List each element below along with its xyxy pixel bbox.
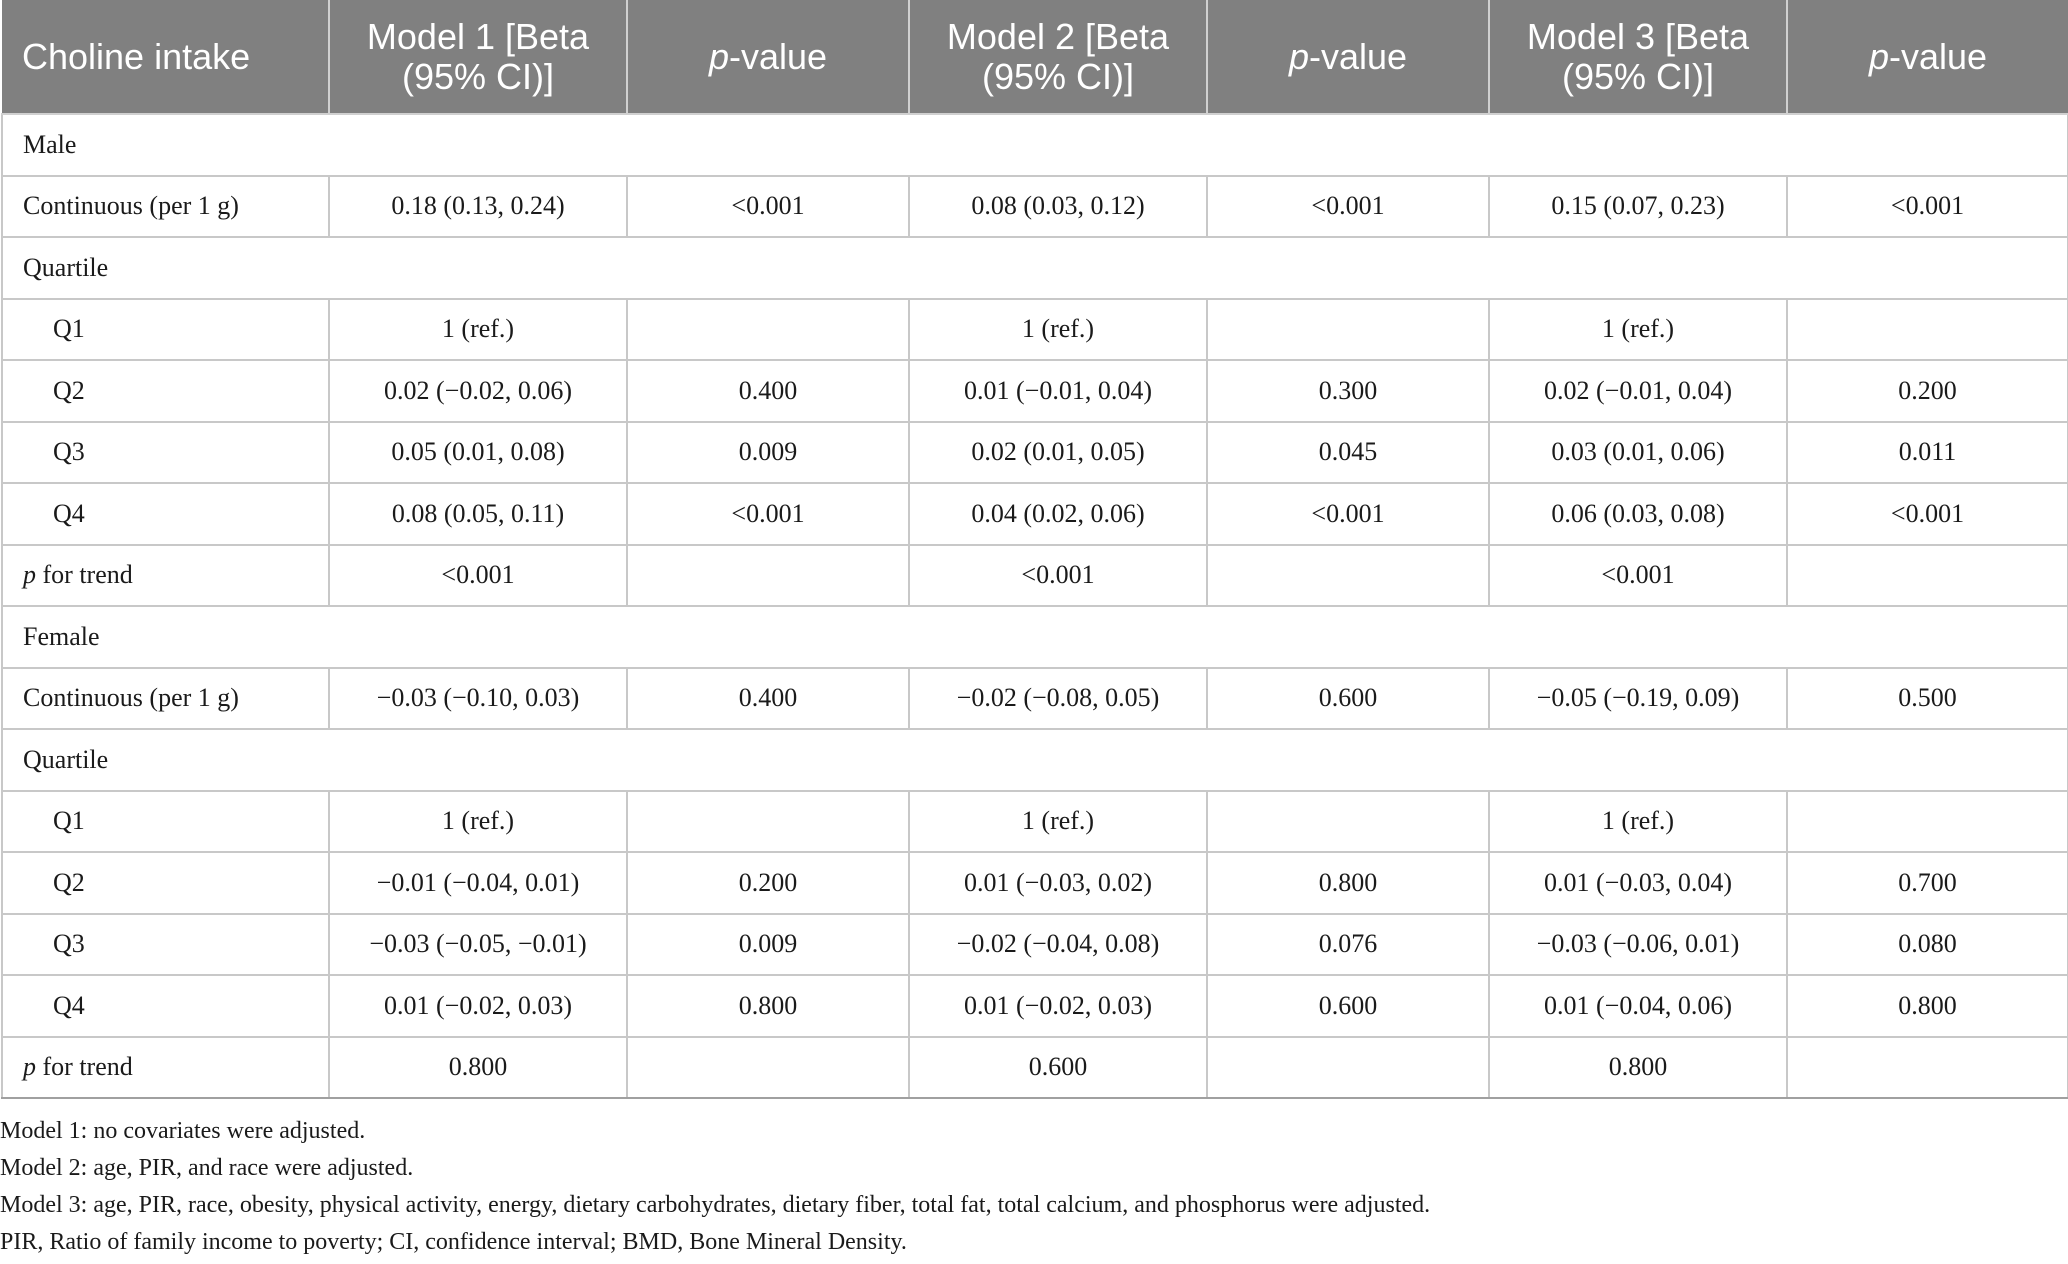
- table-row: [2, 668, 2068, 730]
- model-3-p-value: [1787, 545, 2068, 607]
- model-2-p-value: <0.001: [1207, 176, 1489, 238]
- model-1-beta: 0.18 (0.13, 0.24): [329, 176, 627, 238]
- section-label: Male: [2, 114, 2068, 176]
- model-2-p-value: 0.600: [1207, 975, 1489, 1037]
- trend-suffix: for trend: [36, 560, 133, 590]
- model-3-p-value: [1787, 1037, 2068, 1099]
- table-row: [2, 299, 2068, 361]
- header-p-value-2: [1207, 0, 1489, 114]
- trend-p-letter: p: [23, 1052, 36, 1082]
- footnote-model-1: Model 1: no covariates were adjusted.: [0, 1118, 366, 1144]
- model-3-beta: 0.01 (−0.03, 0.04): [1489, 852, 1787, 914]
- table-header: [2, 0, 2068, 114]
- model-3-beta: −0.03 (−0.06, 0.01): [1489, 914, 1787, 976]
- model-2-beta: −0.02 (−0.04, 0.08): [909, 914, 1207, 976]
- model-1-p-value: 0.400: [627, 668, 909, 730]
- model-3-p-value: 0.800: [1787, 975, 2068, 1037]
- header-p-letter: p: [708, 35, 729, 77]
- model-1-p-value: [627, 299, 909, 361]
- model-1-p-value: 0.009: [627, 422, 909, 484]
- model-3-beta: −0.05 (−0.19, 0.09): [1489, 668, 1787, 730]
- model-1-trend: 0.800: [329, 1037, 627, 1099]
- model-1-beta: −0.03 (−0.05, −0.01): [329, 914, 627, 976]
- model-2-trend: 0.600: [909, 1037, 1207, 1099]
- model-3-beta: 0.01 (−0.04, 0.06): [1489, 975, 1787, 1037]
- model-2-beta: −0.02 (−0.08, 0.05): [909, 668, 1207, 730]
- row-label: Q2: [2, 852, 329, 914]
- model-2-beta: 0.01 (−0.03, 0.02): [909, 852, 1207, 914]
- header-choline-intake: Choline intake: [2, 0, 329, 114]
- header-p-letter: p: [1868, 35, 1889, 77]
- model-1-p-value: 0.400: [627, 360, 909, 422]
- table-row: [2, 914, 2068, 976]
- trend-suffix: for trend: [36, 1052, 133, 1082]
- model-1-p-value: 0.009: [627, 914, 909, 976]
- row-label: [2, 545, 329, 607]
- model-3-p-value: 0.500: [1787, 668, 2068, 730]
- model-3-p-value: 0.700: [1787, 852, 2068, 914]
- table-row: [2, 791, 2068, 853]
- table-row: [2, 545, 2068, 607]
- model-3-beta: 0.03 (0.01, 0.06): [1489, 422, 1787, 484]
- model-3-p-value: 0.011: [1787, 422, 2068, 484]
- trend-p-letter: p: [23, 560, 36, 590]
- model-1-trend: <0.001: [329, 545, 627, 607]
- table-row: [2, 176, 2068, 238]
- model-2-p-value: <0.001: [1207, 483, 1489, 545]
- model-1-p-value: [627, 791, 909, 853]
- results-table: [1, 0, 2068, 1099]
- model-1-beta: 1 (ref.): [329, 791, 627, 853]
- table-body: [2, 114, 2068, 1098]
- quartile-label: Quartile: [2, 729, 2068, 791]
- model-3-p-value: [1787, 791, 2068, 853]
- quartile-row-male: [2, 237, 2068, 299]
- model-3-p-value: <0.001: [1787, 176, 2068, 238]
- model-3-beta: 0.15 (0.07, 0.23): [1489, 176, 1787, 238]
- model-1-p-value: [627, 545, 909, 607]
- header-p-suffix: -value: [1888, 35, 1988, 77]
- row-label: Q4: [2, 483, 329, 545]
- model-1-p-value: [627, 1037, 909, 1099]
- model-1-beta: −0.01 (−0.04, 0.01): [329, 852, 627, 914]
- model-2-p-value: [1207, 299, 1489, 361]
- table-row: [2, 1037, 2068, 1099]
- model-1-p-value: 0.800: [627, 975, 909, 1037]
- model-3-p-value: 0.200: [1787, 360, 2068, 422]
- table-row: [2, 483, 2068, 545]
- table-footnotes: [0, 1113, 2068, 1261]
- model-2-beta: 0.02 (0.01, 0.05): [909, 422, 1207, 484]
- model-2-beta: 1 (ref.): [909, 791, 1207, 853]
- model-2-beta: 1 (ref.): [909, 299, 1207, 361]
- model-2-p-value: [1207, 1037, 1489, 1099]
- model-1-beta: 0.02 (−0.02, 0.06): [329, 360, 627, 422]
- model-2-beta: 0.01 (−0.02, 0.03): [909, 975, 1207, 1037]
- model-1-p-value: <0.001: [627, 176, 909, 238]
- header-p-letter: p: [1288, 35, 1309, 77]
- section-row-male: [2, 114, 2068, 176]
- model-1-beta: −0.03 (−0.10, 0.03): [329, 668, 627, 730]
- footnote-model-3: Model 3: age, PIR, race, obesity, physical activity, energy, dietary carbohydrates, dietary fiber, total fat, total calcium, and phosphorus were adjusted.: [0, 1192, 1431, 1218]
- model-2-p-value: 0.600: [1207, 668, 1489, 730]
- row-label: Q1: [2, 299, 329, 361]
- model-2-p-value: 0.300: [1207, 360, 1489, 422]
- row-label: [2, 1037, 329, 1099]
- table-row: [2, 975, 2068, 1037]
- model-3-p-value: [1787, 299, 2068, 361]
- header-p-suffix: -value: [1308, 35, 1408, 77]
- header-model-1: Model 1 [Beta (95% CI)]: [329, 0, 627, 114]
- footnote-abbreviations: PIR, Ratio of family income to poverty; CI, confidence interval; BMD, Bone Mineral Density.: [0, 1229, 907, 1255]
- model-1-beta: 0.08 (0.05, 0.11): [329, 483, 627, 545]
- header-row: [2, 0, 2068, 114]
- header-model-2: Model 2 [Beta (95% CI)]: [909, 0, 1207, 114]
- model-2-trend: <0.001: [909, 545, 1207, 607]
- footnote-model-2: Model 2: age, PIR, and race were adjusted.: [0, 1155, 414, 1181]
- model-1-p-value: <0.001: [627, 483, 909, 545]
- model-3-p-value: <0.001: [1787, 483, 2068, 545]
- quartile-row-female: [2, 729, 2068, 791]
- model-3-beta: 0.06 (0.03, 0.08): [1489, 483, 1787, 545]
- header-p-value-1: [627, 0, 909, 114]
- model-3-trend: 0.800: [1489, 1037, 1787, 1099]
- model-2-beta: 0.04 (0.02, 0.06): [909, 483, 1207, 545]
- header-model-3: Model 3 [Beta (95% CI)]: [1489, 0, 1787, 114]
- model-2-p-value: 0.800: [1207, 852, 1489, 914]
- row-label: Q2: [2, 360, 329, 422]
- model-2-p-value: [1207, 545, 1489, 607]
- model-1-beta: 0.01 (−0.02, 0.03): [329, 975, 627, 1037]
- quartile-label: Quartile: [2, 237, 2068, 299]
- table-row: [2, 360, 2068, 422]
- model-2-p-value: [1207, 791, 1489, 853]
- row-label: Q4: [2, 975, 329, 1037]
- table-row: [2, 852, 2068, 914]
- model-2-p-value: 0.076: [1207, 914, 1489, 976]
- model-2-p-value: 0.045: [1207, 422, 1489, 484]
- model-3-trend: <0.001: [1489, 545, 1787, 607]
- model-3-p-value: 0.080: [1787, 914, 2068, 976]
- model-2-beta: 0.08 (0.03, 0.12): [909, 176, 1207, 238]
- row-label: Continuous (per 1 g): [2, 176, 329, 238]
- row-label: Q3: [2, 422, 329, 484]
- model-1-beta: 1 (ref.): [329, 299, 627, 361]
- header-p-suffix: -value: [728, 35, 828, 77]
- model-2-beta: 0.01 (−0.01, 0.04): [909, 360, 1207, 422]
- table-row: [2, 422, 2068, 484]
- section-row-female: [2, 606, 2068, 668]
- header-p-value-3: [1787, 0, 2068, 114]
- model-1-beta: 0.05 (0.01, 0.08): [329, 422, 627, 484]
- section-label: Female: [2, 606, 2068, 668]
- model-1-p-value: 0.200: [627, 852, 909, 914]
- model-3-beta: 1 (ref.): [1489, 791, 1787, 853]
- row-label: Continuous (per 1 g): [2, 668, 329, 730]
- row-label: Q1: [2, 791, 329, 853]
- row-label: Q3: [2, 914, 329, 976]
- model-3-beta: 1 (ref.): [1489, 299, 1787, 361]
- model-3-beta: 0.02 (−0.01, 0.04): [1489, 360, 1787, 422]
